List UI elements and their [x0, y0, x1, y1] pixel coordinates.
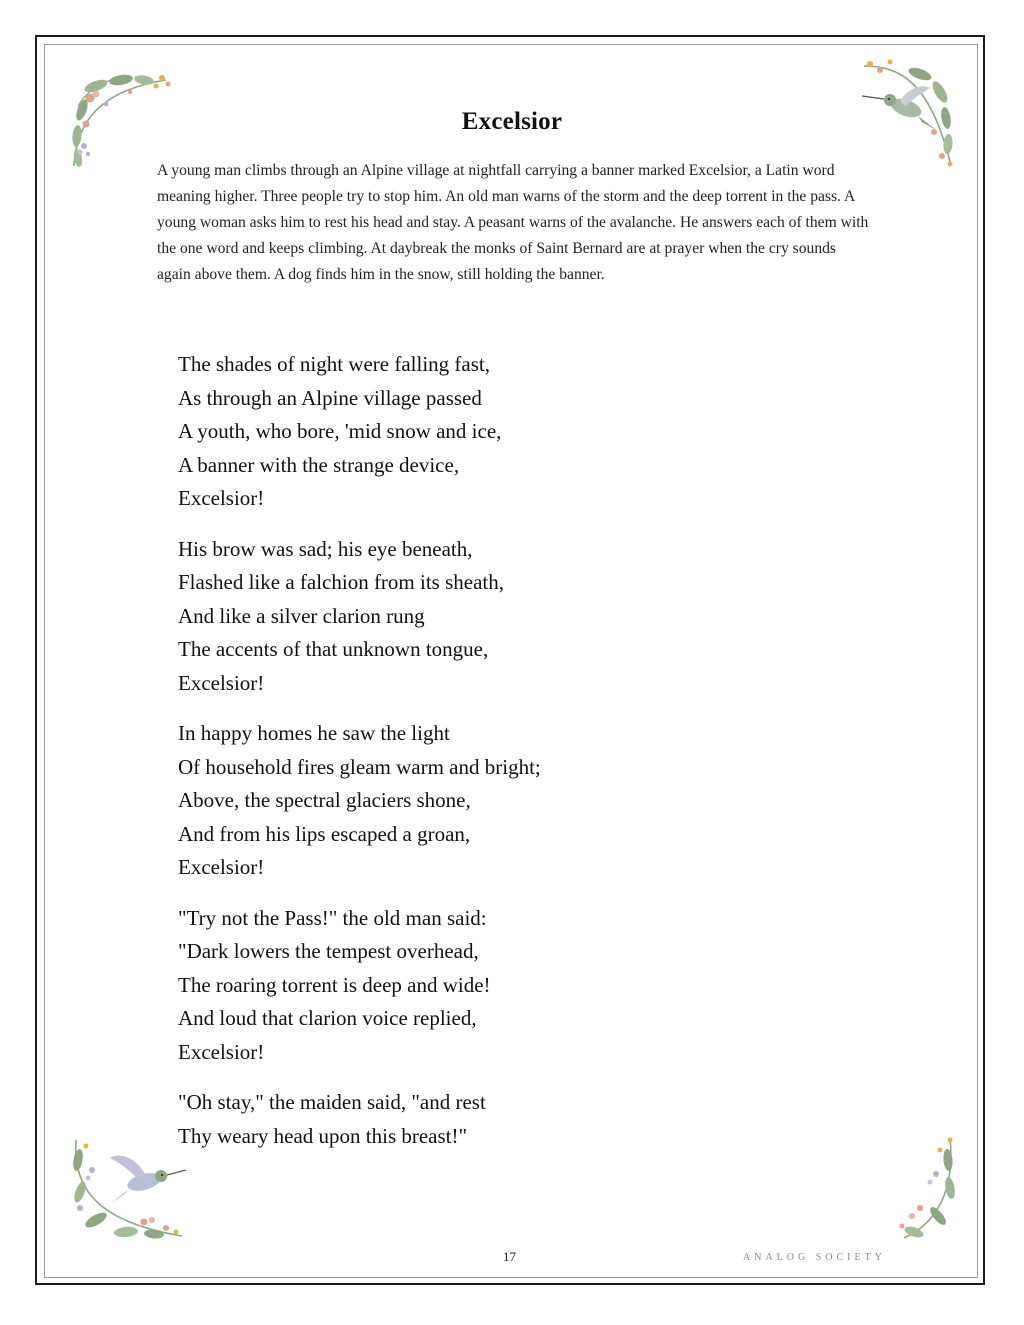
hummingbird-floral-icon — [66, 1130, 190, 1246]
poem-line: Of household fires gleam warm and bright; — [178, 754, 541, 779]
poem-line: "Try not the Pass!" the old man said: — [178, 905, 487, 930]
floral-corner-icon — [884, 1130, 964, 1246]
poem-refrain: Excelsior! — [178, 486, 265, 510]
poem-line: As through an Alpine village passed — [178, 385, 482, 410]
poem-refrain: Excelsior! — [178, 670, 265, 695]
stanza — [178, 1086, 818, 1153]
page-number: 17 — [503, 1249, 516, 1264]
poem-line: The roaring torrent is deep and wide! — [178, 972, 491, 997]
poem-line: And like a silver clarion rung — [178, 603, 425, 628]
poem-line: Above, the spectral glaciers shone, — [178, 788, 471, 812]
stanza — [178, 902, 818, 1070]
poem-line: In happy homes he saw the light — [178, 721, 450, 745]
poem-line: And loud that clarion voice replied, — [178, 1006, 477, 1030]
stanza — [178, 533, 818, 701]
poem-line: And from his lips escaped a groan, — [178, 821, 471, 846]
poem-line: A banner with the strange device, — [178, 452, 460, 477]
poem-line: The shades of night were falling fast, — [178, 352, 490, 376]
poem-refrain: Excelsior! — [178, 1039, 265, 1064]
poem-refrain: Excelsior! — [178, 855, 265, 879]
poem-line: The accents of that unknown tongue, — [178, 637, 489, 661]
poem-line: A youth, who bore, 'mid snow and ice, — [178, 419, 502, 443]
brand-footer: ANALOG SOCIETY — [743, 1252, 886, 1263]
poem-line: "Oh stay," the maiden said, "and rest — [178, 1090, 486, 1114]
poem-summary: A young man climbs through an Alpine village at nightfall carrying a banner marked Excelsior, a Latin word meaning higher. Three people try to stop him. An old man warns of the storm and the deep torrent in the pass. A young woman asks him to rest his head and stay. A peasant warns of the avalanche. He answers each of them with the one word and keeps climbing. At daybreak the monks of Saint Bernard are at prayer when the cry sounds again above them. A dog finds him in the snow, still holding the banner. — [157, 162, 869, 283]
poem-line: His brow was sad; his eye beneath, — [178, 536, 473, 561]
stanza — [178, 717, 818, 885]
stanza — [178, 348, 818, 516]
page-title: Excelsior — [461, 108, 563, 135]
poem-body — [178, 348, 818, 1170]
poem-line: Flashed like a falchion from its sheath, — [178, 570, 505, 594]
poem-line: Thy weary head upon this breast!" — [178, 1123, 468, 1148]
poem-line: "Dark lowers the tempest overhead, — [178, 939, 479, 963]
